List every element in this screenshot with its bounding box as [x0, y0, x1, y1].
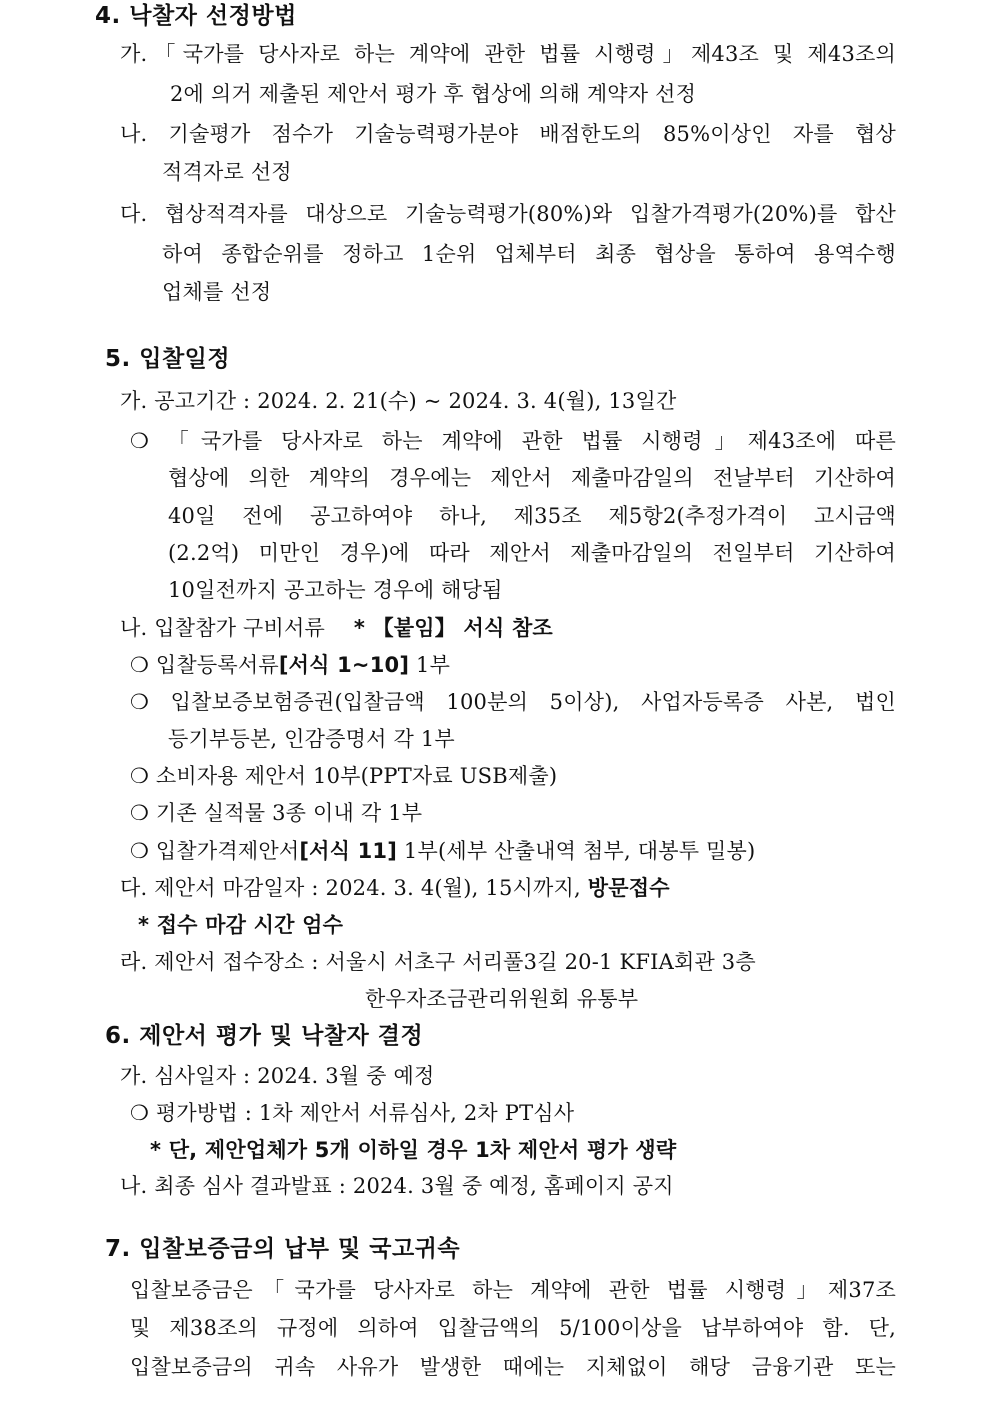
s5-item-ga: 가. 공고기간 : 2024. 2. 21(수) ~ 2024. 3. 4(월), 13일간 [120, 389, 677, 413]
s4-item-na-line1: 나. 기술평가 점수가 기술능력평가분야 배점한도의 85%이상인 자를 협상 [120, 122, 896, 146]
s6-item-na: 나. 최종 심사 결과발표 : 2024. 3월 중 예정, 홈페이지 공지 [120, 1174, 674, 1198]
s5-item-na-label: 나. 입찰참가 구비서류 [120, 616, 325, 640]
s5-doc-item-1-text: ❍ 입찰등록서류 [130, 653, 279, 677]
s5-note-line2: 협상에 의한 계약의 경우에는 제안서 제출마감일의 전날부터 기산하여 [168, 466, 896, 490]
s5-doc-item-5 [130, 837, 755, 865]
s5-doc-item-1-qty: 1부 [409, 653, 451, 677]
s5-item-da [120, 874, 670, 902]
s4-item-ga-line1: 가.「국가를 당사자로 하는 계약에 관한 법률 시행령」제43조 및 제43조의 [120, 42, 896, 66]
s5-item-ra-line2: 한우자조금관리위원회 유통부 [365, 987, 639, 1011]
s5-doc-item-2-line1: ❍ 입찰보증보험증권(입찰금액 100분의 5이상), 사업자등록증 사본, 법인 [130, 690, 896, 714]
s4-item-da-line2: 하여 종합순위를 정하고 1순위 업체부터 최종 협상을 통하여 용역수행 [162, 242, 896, 266]
s7-para-line3: 입찰보증금의 귀속 사유가 발생한 때에는 지체없이 해당 금융기관 또는 [130, 1355, 896, 1379]
s5-doc-item-5-detail: 1부(세부 산출내역 첨부, 대봉투 밀봉) [397, 839, 756, 863]
s5-doc-item-5-form: [서식 11] [299, 839, 398, 863]
s5-note-line1: ❍ 「국가를 당사자로 하는 계약에 관한 법률 시행령」제43조에 따른 [130, 429, 896, 453]
s5-note-line3: 40일 전에 공고하여야 하나, 제35조 제5항2(추정가격이 고시금액 [168, 504, 896, 528]
s5-doc-item-1 [130, 651, 450, 679]
s4-item-na-line2: 적격자로 선정 [162, 160, 292, 184]
s5-deadline-text: 다. 제안서 마감일자 : 2024. 3. 4(월), 15시까지, [120, 876, 588, 900]
s5-note-line4: (2.2억) 미만인 경우)에 따라 제안서 제출마감일의 전일부터 기산하여 [168, 541, 896, 565]
s6-item-ga: 가. 심사일자 : 2024. 3월 중 예정 [120, 1064, 435, 1088]
s5-attachment-note: * 【붙임】 서식 참조 [353, 616, 553, 640]
section-6-heading: 6. 제안서 평가 및 낙찰자 결정 [105, 1023, 424, 1049]
s4-item-da-line1: 다. 협상적격자를 대상으로 기술능력평가(80%)와 입찰가격평가(20%)를 합산 [120, 202, 896, 226]
s5-item-na [120, 614, 553, 642]
section-4-heading: 4. 낙찰자 선정방법 [95, 3, 297, 29]
s7-para-line1: 입찰보증금은「국가를 당사자로 하는 계약에 관한 법률 시행령」제37조 [130, 1278, 896, 1302]
s5-doc-item-2-line2: 등기부등본, 인감증명서 각 1부 [168, 727, 455, 751]
s5-doc-item-1-form: [서식 1~10] [278, 653, 410, 677]
s6-eval-note: * 단, 제안업체가 5개 이하일 경우 1차 제안서 평가 생략 [150, 1138, 677, 1162]
s5-doc-item-3: ❍ 소비자용 제안서 10부(PPT자료 USB제출) [130, 764, 558, 788]
s4-item-ga-line2: 2에 의거 제출된 제안서 평가 후 협상에 의해 계약자 선정 [170, 82, 697, 106]
s5-deadline-method: 방문접수 [587, 876, 670, 900]
s5-doc-item-5-text: ❍ 입찰가격제안서 [130, 839, 300, 863]
s7-para-line2: 및 제38조의 규정에 의하여 입찰금액의 5/100이상을 납부하여야 함. 단, [130, 1316, 896, 1340]
s5-deadline-note: * 접수 마감 시간 엄수 [138, 913, 344, 937]
s5-note-line5: 10일전까지 공고하는 경우에 해당됨 [168, 578, 503, 602]
section-5-heading: 5. 입찰일정 [105, 346, 231, 372]
section-7-heading: 7. 입찰보증금의 납부 및 국고귀속 [105, 1236, 461, 1262]
s5-doc-item-4: ❍ 기존 실적물 3종 이내 각 1부 [130, 801, 423, 825]
s5-item-ra-line1: 라. 제안서 접수장소 : 서울시 서초구 서리풀3길 20-1 KFIA회관 3층 [120, 950, 756, 974]
s6-eval-method: ❍ 평가방법 : 1차 제안서 서류심사, 2차 PT심사 [130, 1101, 575, 1125]
s4-item-da-line3: 업체를 선정 [162, 280, 272, 304]
